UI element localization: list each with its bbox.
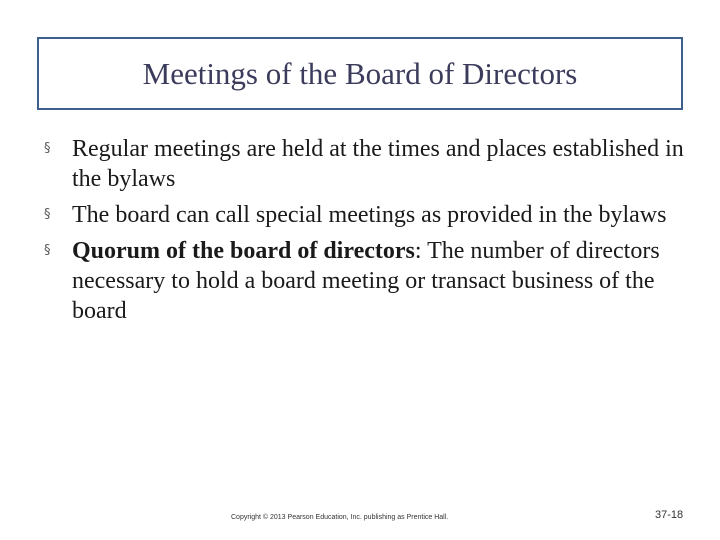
title-box — [37, 37, 683, 110]
page-number: 37-18 — [655, 509, 684, 521]
copyright-footer: Copyright © 2013 Pearson Education, Inc. publishing as Prentice Hall. — [231, 514, 449, 521]
bullet-list — [44, 134, 684, 332]
bullet-marker-icon: § — [44, 243, 51, 258]
bullet-marker-icon: § — [44, 141, 51, 156]
bullet-text: : The number of directors necessary to hold a board meeting or transact business of the board — [72, 238, 660, 324]
bullet-item — [44, 200, 684, 230]
slide-title: Meetings of the Board of Directors — [142, 55, 578, 91]
bullet-item — [44, 236, 684, 326]
bullet-text: Regular meetings are held at the times and places established in the bylaws — [72, 136, 684, 192]
bullet-marker-icon: § — [44, 207, 51, 222]
bullet-item — [44, 134, 684, 194]
bullet-text: The board can call special meetings as provided in the bylaws — [72, 202, 667, 228]
bullet-term: Quorum of the board of directors — [72, 238, 415, 264]
